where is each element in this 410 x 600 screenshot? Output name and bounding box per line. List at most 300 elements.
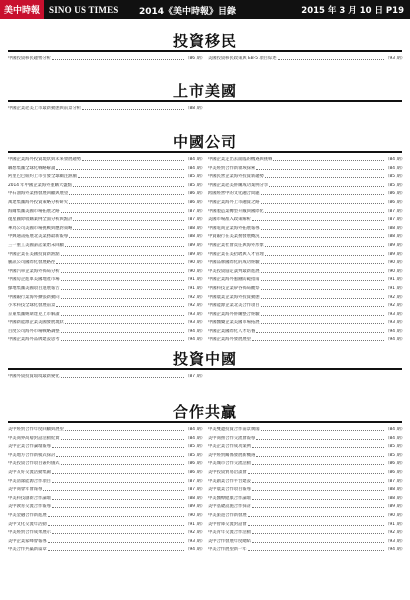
toc-entry-issue: （88 期） <box>185 225 205 231</box>
toc-entry-title: 美中企業合作論壇報導 <box>8 444 51 450</box>
toc-entry-issue: （93 期） <box>385 311 405 317</box>
toc-entry-title: 中興通訊拓展北美業務最新報導 <box>8 234 69 240</box>
dot-leader <box>256 456 384 457</box>
toc-entry-title: 騰訊公司國際化發展路徑 <box>8 260 56 266</box>
toc-entry[interactable] <box>208 286 405 291</box>
dot-leader <box>52 499 184 500</box>
dot-leader <box>48 525 185 526</box>
toc-entry[interactable] <box>8 217 205 222</box>
brand-logo-cn: 美中時報 <box>0 0 44 19</box>
toc-entry-issue: （89 期） <box>385 504 405 510</box>
toc-entry-issue: （89 期） <box>385 251 405 257</box>
toc-entry-title: 中國企業赴美上市最新動態與前景分析 <box>8 106 82 111</box>
toc-entry[interactable] <box>8 461 205 466</box>
dot-leader <box>252 490 384 491</box>
dot-leader <box>61 340 185 341</box>
toc-entry-title: 跨國經營中的文化融合問題 <box>208 191 260 197</box>
dot-leader <box>265 177 384 178</box>
dot-leader <box>65 430 184 431</box>
toc-entry-issue: （88 期） <box>385 487 405 493</box>
toc-entry[interactable] <box>8 174 205 179</box>
dot-leader <box>252 482 384 483</box>
toc-entry-title: 美中企業家峰會報導 <box>8 538 47 544</box>
dot-leader <box>52 473 184 474</box>
dot-leader <box>261 289 385 290</box>
toc-entry-issue: （87 期） <box>185 208 205 214</box>
dot-leader <box>73 229 184 230</box>
toc-entry[interactable] <box>8 522 205 527</box>
toc-entry-title: 美中文化交流年活動 <box>8 521 47 527</box>
toc-entry[interactable] <box>8 286 205 291</box>
toc-entry-title: 中美雙邊投資合作前景廣闊 <box>208 427 260 432</box>
toc-entry[interactable] <box>208 252 405 257</box>
toc-entry[interactable] <box>8 226 205 231</box>
toc-entry-title: 中國企業海外品牌建設思考 <box>8 337 60 343</box>
toc-entry-title: 復星國際收購案例全面分析與點評 <box>8 217 73 223</box>
toc-entry[interactable] <box>8 312 205 317</box>
toc-entry[interactable] <box>208 217 405 222</box>
dot-leader <box>52 507 184 508</box>
toc-entry-title: 中國房企進軍美國地產市場 <box>8 277 60 283</box>
toc-entry-issue: （88 期） <box>185 106 205 111</box>
section-divider <box>8 151 402 153</box>
toc-entry[interactable] <box>8 157 205 162</box>
toc-entry-title: 中國新能源企業美國發展現狀 <box>8 320 64 326</box>
toc-entry-title: 中國電商企業海外拓展報導 <box>208 225 260 231</box>
toc-entry-issue: （93 期） <box>385 538 405 544</box>
toc-entry-issue: （87 期） <box>385 217 405 223</box>
dot-leader <box>252 447 384 448</box>
section-title-china-companies: 中國公司 <box>172 133 237 151</box>
toc-entry[interactable] <box>208 295 405 300</box>
dot-leader <box>61 255 185 256</box>
toc-entry[interactable] <box>208 209 405 214</box>
toc-entry[interactable] <box>8 444 205 449</box>
toc-entry[interactable] <box>208 329 405 334</box>
toc-entry-title: 中美投資合作項目簽約儀式 <box>8 461 60 467</box>
toc-entry[interactable] <box>8 191 205 196</box>
toc-entry-title: 中國醫藥企業美國市場拓展 <box>208 320 260 326</box>
toc-entry[interactable] <box>8 252 205 257</box>
toc-entry-issue: （87 期） <box>385 478 405 484</box>
dot-leader <box>61 272 185 273</box>
toc-entry-title: 美中投資貿易洽談會 <box>208 469 247 475</box>
toc-entry-title: 中石油海外業務發展回顧與展望 <box>8 191 69 197</box>
dot-leader <box>82 109 184 110</box>
toc-entry[interactable] <box>8 337 205 342</box>
dot-leader <box>273 160 384 161</box>
toc-entry[interactable] <box>208 166 405 171</box>
toc-entry-issue: （91 期） <box>185 521 205 527</box>
toc-entry-issue: （90 期） <box>385 268 405 274</box>
dot-leader <box>43 490 184 491</box>
toc-entry-issue: （84 期） <box>385 435 405 441</box>
toc-entry-title: 中國投資移民趨勢分析 <box>8 56 51 61</box>
toc-entry-issue: （89 期） <box>185 251 205 257</box>
toc-entry-issue: （90 期） <box>185 260 205 266</box>
toc-entry[interactable] <box>8 277 205 282</box>
toc-entry-issue: （85 期） <box>185 444 205 450</box>
toc-entry-issue: （94 期） <box>385 328 405 334</box>
toc-entry-issue: （86 期） <box>185 469 205 475</box>
toc-entry[interactable] <box>208 530 405 535</box>
toc-entry-issue: （84 期） <box>385 427 405 432</box>
toc-entry-issue: （91 期） <box>385 277 405 283</box>
toc-entry-issue: （84 期） <box>185 435 205 441</box>
dot-leader <box>248 550 385 551</box>
toc-entry[interactable] <box>8 269 205 274</box>
toc-entry[interactable] <box>208 200 405 205</box>
dot-leader <box>61 212 185 213</box>
toc-entry-issue: （86 期） <box>385 199 405 205</box>
toc-entry-issue: （93 期） <box>385 320 405 326</box>
toc-entry-title: 美中經貿合作年度回顧與展望 <box>8 427 64 432</box>
toc-entry-issue: （84 期） <box>185 427 205 432</box>
dot-leader <box>56 169 184 170</box>
toc-entry-title: 中國科技企業矽谷佈局觀察 <box>208 285 260 291</box>
section-divider <box>8 368 402 370</box>
toc-entry-title: 中國企業社會責任與海外形象 <box>208 242 264 248</box>
toc-entry[interactable] <box>208 277 405 282</box>
dot-leader <box>52 482 184 483</box>
toc-entry-issue: （87 期） <box>385 208 405 214</box>
toc-entry-issue: （86 期） <box>185 461 205 467</box>
toc-entry-title: 美國投資移民政策與 EB-5 項目綜述 <box>208 56 277 61</box>
toc-entry[interactable] <box>208 436 405 441</box>
dot-leader <box>256 332 384 333</box>
toc-column-left <box>8 157 205 346</box>
toc-entry-title: 中資銀行在美業務發展概況 <box>208 234 260 240</box>
dot-leader <box>61 298 185 299</box>
toc-entry-title: 綠地集團美國項目進展報告 <box>8 285 60 291</box>
toc-entry[interactable] <box>208 234 405 239</box>
brand-name-en: SINO US TIMES <box>49 4 119 15</box>
section-divider <box>8 50 402 52</box>
toc-entry-issue: （92 期） <box>185 294 205 300</box>
toc-entry-issue: （91 期） <box>185 285 205 291</box>
toc-entry-title: 中美商界高層對話活動紀實 <box>8 435 60 441</box>
toc-entry-issue: （86 期） <box>385 461 405 467</box>
toc-entry[interactable] <box>208 312 405 317</box>
toc-entry-issue: （85 期） <box>185 182 205 188</box>
toc-entry-title: 美中智庫交流對話會 <box>208 521 247 527</box>
toc-entry-issue: （89 期） <box>185 504 205 510</box>
toc-entry-title: 華為公司美國市場挑戰與應對策略 <box>8 225 73 231</box>
toc-entry-title: 百度公司海外市場戰略調整 <box>8 328 60 334</box>
toc-entry-title: 中國企業國際化人才培養 <box>208 328 256 334</box>
toc-entry-title: 中國銀行業海外擴張新動向 <box>8 294 60 300</box>
toc-entry-issue: （88 期） <box>385 234 405 240</box>
toc-entry-issue: （88 期） <box>385 225 405 231</box>
dot-leader <box>248 525 385 526</box>
toc-entry-issue: （85 期） <box>385 174 405 180</box>
toc-entry-issue: （84 期） <box>185 157 205 162</box>
toc-entry-issue: （84 期） <box>185 165 205 171</box>
toc-entry[interactable] <box>8 106 205 111</box>
toc-entry[interactable] <box>8 234 205 239</box>
toc-entry-issue: （93 期） <box>385 56 405 61</box>
toc-entry[interactable] <box>208 174 405 179</box>
toc-column-right <box>208 56 405 64</box>
dot-leader <box>261 194 385 195</box>
toc-entry-title: 中美地方合作新模式探討 <box>8 452 56 458</box>
toc-entry-title: 小米科技全球化發展前景 <box>8 303 56 309</box>
toc-entry[interactable] <box>8 436 205 441</box>
dot-leader <box>252 499 384 500</box>
toc-entry[interactable] <box>8 496 205 501</box>
toc-entry-title: 中美合作展望新一年 <box>208 547 247 553</box>
toc-entry-title: 美中商會年會報導 <box>8 487 43 493</box>
toc-column-right <box>208 157 405 346</box>
toc-entry-title: 中國品牌國際化的成功經驗 <box>208 260 260 266</box>
toc-entry-title: 2014 年中國企業海外並購大盤點 <box>8 182 72 188</box>
toc-entry-title: 中美投資協定談判最新進展 <box>208 268 260 274</box>
toc-entry[interactable] <box>8 329 205 334</box>
dot-leader <box>248 516 385 517</box>
dot-leader <box>278 59 385 60</box>
toc-entry[interactable] <box>208 337 405 342</box>
dot-leader <box>261 430 385 431</box>
dot-leader <box>52 59 184 60</box>
toc-entry-title: 美中友好交流活動集錦 <box>8 469 51 475</box>
toc-entry-issue: （84 期） <box>385 157 405 162</box>
toc-entry[interactable] <box>8 453 205 458</box>
toc-entry-issue: （87 期） <box>185 487 205 493</box>
toc-entry-issue: （86 期） <box>185 199 205 205</box>
dot-leader <box>256 439 384 440</box>
toc-entry-issue: （92 期） <box>185 530 205 536</box>
toc-entry-issue: （93 期） <box>185 320 205 326</box>
toc-entry-issue: （93 期） <box>185 311 205 317</box>
toc-entry[interactable] <box>208 269 405 274</box>
toc-entry[interactable] <box>8 183 205 188</box>
toc-entry-title: 中國外資投資環境最新變化 <box>8 374 60 379</box>
dot-leader <box>261 315 385 316</box>
dot-leader <box>261 237 385 238</box>
toc-entry-title: 中美金融合作新進展 <box>8 512 47 518</box>
section-divider <box>8 421 402 423</box>
dot-leader <box>82 160 184 161</box>
toc-entry-title: 中國企業海外上市融資之路 <box>208 199 260 205</box>
toc-entry-issue: （94 期） <box>385 547 405 553</box>
dot-leader <box>265 246 384 247</box>
toc-entry-issue: （90 期） <box>185 512 205 518</box>
toc-entry[interactable] <box>8 530 205 535</box>
toc-entry-issue: （92 期） <box>385 530 405 536</box>
toc-entry-title: 美中商務合作交流會報導 <box>208 435 256 441</box>
toc-column-left <box>8 106 205 114</box>
toc-entry-issue: （88 期） <box>385 495 405 501</box>
toc-entry[interactable] <box>8 547 205 552</box>
toc-entry[interactable] <box>8 166 205 171</box>
toc-entry[interactable] <box>8 539 205 544</box>
toc-entry-issue: （91 期） <box>385 285 405 291</box>
dot-leader <box>52 533 184 534</box>
toc-entry[interactable] <box>8 470 205 475</box>
toc-entry[interactable] <box>8 513 205 518</box>
toc-entry-title: 中美企業合作成功案例 <box>208 444 251 450</box>
toc-entry-issue: （85 期） <box>185 174 205 180</box>
section-title-invest-china: 投資中國 <box>172 350 237 368</box>
toc-entry-issue: （85 期） <box>385 452 405 458</box>
toc-entry-title: 中美清潔能源合作項目 <box>8 478 51 484</box>
toc-entry[interactable] <box>208 453 405 458</box>
toc-entry-title: 聯想集團全球化戰略解讀 <box>8 165 56 171</box>
toc-entry-issue: （86 期） <box>385 469 405 475</box>
toc-entry-issue: （92 期） <box>385 303 405 309</box>
toc-column-left <box>8 56 205 64</box>
toc-entry-title: 中國企業赴美併購成功案例分享 <box>208 182 269 188</box>
dot-leader <box>69 203 184 204</box>
toc-entry[interactable] <box>208 487 405 492</box>
dot-leader <box>252 464 384 465</box>
toc-entry-title: 中美經貿合作新領域探索 <box>208 165 256 171</box>
section-title-invest-immigration: 投資移民 <box>172 32 237 50</box>
toc-entry[interactable] <box>8 260 205 265</box>
toc-entry[interactable] <box>8 243 205 248</box>
dot-leader <box>261 229 385 230</box>
toc-entry-issue: （93 期） <box>185 538 205 544</box>
toc-entry-title: 美中經貿關係發展新機遇 <box>208 452 256 458</box>
toc-entry-issue: （90 期） <box>385 260 405 266</box>
toc-entry[interactable] <box>208 470 405 475</box>
dot-leader <box>261 280 385 281</box>
dot-leader <box>61 332 185 333</box>
dot-leader <box>61 289 185 290</box>
toc-entry[interactable] <box>208 243 405 248</box>
toc-entry-issue: （85 期） <box>385 182 405 188</box>
toc-entry-title: 中國民營企業海外投資新趨勢 <box>208 174 264 180</box>
toc-entry[interactable] <box>208 303 405 308</box>
dot-leader <box>48 516 185 517</box>
toc-entry-issue: （92 期） <box>385 294 405 300</box>
toc-entry-issue: （94 期） <box>185 337 205 343</box>
toc-entry[interactable] <box>208 461 405 466</box>
toc-entry-issue: （87 期） <box>185 478 205 484</box>
toc-entry-title: 萬達集團海外投資策略分析研究 <box>8 199 69 205</box>
dot-leader <box>61 315 185 316</box>
dot-leader <box>48 542 185 543</box>
toc-entry-issue: （94 期） <box>185 547 205 553</box>
toc-entry[interactable] <box>208 191 405 196</box>
toc-entry[interactable] <box>8 209 205 214</box>
toc-entry[interactable] <box>8 479 205 484</box>
dot-leader <box>56 263 184 264</box>
toc-entry[interactable] <box>8 427 205 432</box>
toc-entry-title: 中國能源企業北美合作項目 <box>208 303 260 309</box>
toc-entry[interactable] <box>208 444 405 449</box>
toc-entry-issue: （91 期） <box>385 521 405 527</box>
toc-entry[interactable] <box>208 496 405 501</box>
toc-column-left <box>8 427 205 556</box>
toc-entry-issue: （86 期） <box>185 56 205 61</box>
dot-leader <box>61 280 185 281</box>
toc-entry-title: 中國汽車企業海外佈局分析 <box>8 268 60 274</box>
toc-entry[interactable] <box>208 547 405 552</box>
toc-entry-issue: （87 期） <box>185 374 205 379</box>
dot-leader <box>73 186 184 187</box>
dot-leader <box>265 255 384 256</box>
dot-leader <box>261 263 385 264</box>
toc-entry[interactable] <box>208 513 405 518</box>
toc-entry-title: 中美旅遊合作新發展 <box>208 512 247 518</box>
toc-entry[interactable] <box>208 320 405 325</box>
toc-entry[interactable] <box>8 487 205 492</box>
toc-entry[interactable] <box>208 504 405 509</box>
dot-leader <box>52 447 184 448</box>
toc-entry[interactable] <box>208 522 405 527</box>
toc-entry-issue: （89 期） <box>385 242 405 248</box>
toc-entry[interactable] <box>8 56 205 61</box>
dot-leader <box>261 272 385 273</box>
dot-leader <box>261 203 385 204</box>
toc-entry-title: 中美醫療健康合作論壇 <box>208 495 251 501</box>
toc-entry[interactable] <box>208 183 405 188</box>
toc-entry[interactable] <box>8 320 205 325</box>
dot-leader <box>69 237 184 238</box>
toc-entry-title: 阿里巴巴紐約上市引發全球關注熱潮 <box>8 174 77 180</box>
toc-entry-title: 中國製造業轉型升級與國際化 <box>208 208 264 214</box>
dot-leader <box>265 212 384 213</box>
toc-entry-title: 三一重工美國訴訟案始末回顧 <box>8 242 64 248</box>
issue-date-page: 2015 年 3 月 10 日 P19 <box>301 6 404 16</box>
dot-leader <box>65 323 184 324</box>
toc-entry-issue: （92 期） <box>185 303 205 309</box>
toc-entry-issue: （90 期） <box>185 268 205 274</box>
toc-entry-title: 中美創業合作平台建設 <box>208 478 251 484</box>
toc-entry[interactable] <box>8 200 205 205</box>
toc-entry[interactable] <box>208 260 405 265</box>
dot-leader <box>256 169 384 170</box>
toc-column-right <box>208 427 405 556</box>
toc-entry[interactable] <box>8 295 205 300</box>
toc-entry[interactable] <box>208 56 405 61</box>
dot-leader <box>261 306 385 307</box>
toc-entry-title: 中國企業海外發展展望 <box>208 337 251 343</box>
toc-entry-issue: （94 期） <box>385 337 405 343</box>
toc-entry-title: 中國企業在美國投資新熱點 <box>8 251 60 257</box>
toc-entry[interactable] <box>8 374 205 379</box>
toc-entry-issue: （88 期） <box>185 234 205 240</box>
issue-title: 2014《美中時報》目錄 <box>139 7 237 17</box>
toc-entry-title: 中美科技創新合作論壇 <box>8 495 51 501</box>
dot-leader <box>252 220 384 221</box>
toc-entry[interactable] <box>208 479 405 484</box>
dot-leader <box>73 220 184 221</box>
toc-entry[interactable] <box>8 303 205 308</box>
toc-entry-issue: （86 期） <box>185 191 205 197</box>
toc-entry[interactable] <box>208 157 405 162</box>
dot-leader <box>269 186 384 187</box>
toc-entry-title: 中國企業海外風險防範指南 <box>208 277 260 283</box>
toc-entry[interactable] <box>208 226 405 231</box>
toc-entry-issue: （88 期） <box>185 495 205 501</box>
toc-entry[interactable] <box>8 504 205 509</box>
dot-leader <box>61 464 185 465</box>
toc-entry-title: 中國企業走出去面臨的機遇與挑戰 <box>208 157 273 162</box>
dot-leader <box>252 340 384 341</box>
toc-column-left <box>8 374 205 382</box>
toc-entry-title: 海爾集團美國市場拓展之路 <box>8 208 60 214</box>
toc-entry[interactable] <box>208 539 405 544</box>
toc-entry-title: 美中農業合作項目報導 <box>208 487 251 493</box>
toc-entry-issue: （85 期） <box>385 444 405 450</box>
dot-leader <box>61 377 185 378</box>
toc-entry-title: 美中基礎設施合作探討 <box>208 504 251 510</box>
toc-entry[interactable] <box>208 427 405 432</box>
section-divider <box>8 100 402 102</box>
toc-entry-issue: （87 期） <box>185 217 205 223</box>
